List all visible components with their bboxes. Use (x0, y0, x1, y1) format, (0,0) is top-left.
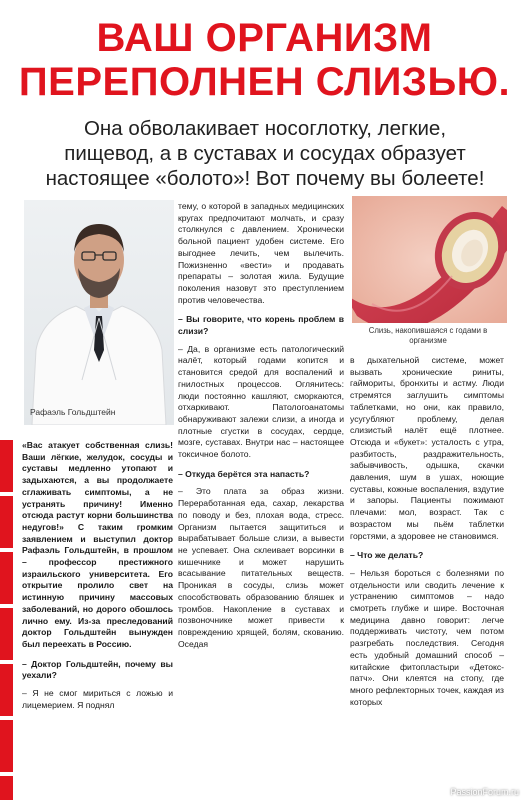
subheadline: Она обволакивает носоглотку, легкие, пищевод, а в суставах и сосудах образует настоящее «болото»! Вот почему вы болеете! (45, 117, 485, 190)
question-root-of-problems: – Вы говорите, что корень проблем в слизи? (178, 314, 344, 337)
article-column-1 (22, 440, 173, 711)
headline-line-2: ПЕРЕПОЛНЕН СЛИЗЬЮ. (18, 60, 511, 104)
photo-caption: Рафаэль Гольдштейн (30, 407, 116, 417)
column2-paragraph-3: – Это плата за образ жизни. Переработанная еда, сахар, лекарства по поводу и без, плохая вода, стресс. Организм пытается защититься и вырабатывает больше слизи, а вывести не успевает. Она склеивает ворсинки в кишечнике и может нарушить всасывание питательных веществ. Проникая в сосуды, слизь может способствовать образованию бляшек и тромбов. Накопление в суставах и позвоночнике может привести к повреждению хрящей, болям, скованию. Оседая (178, 486, 344, 649)
quote-accent-bar (0, 440, 13, 800)
column2-paragraph-2: – Да, в организме есть патологический налёт, который годами копится и становится средой для воспалений и гнилостных процессов. Оглянитесь: люди постоянно кашляют, сморкаются, отхаркивают. Патологоанатомы обнаруживают залежи слизи, а иногда и плотные сгустки в сосудах, сердце, мозге, суставах. Внутри нас – настоящее токсичное болото. (178, 343, 344, 460)
column3-paragraph-1: в дыхательной системе, может вызвать хронические риниты, гаймориты, бронхиты и астму. Люди стремятся заглушить симптомы таблетками, но они, как правило, усугубляют проблему, делая слизистый налёт ещё плотнее. Отсюда и «букет»: усталость с утра, разбитость, раздражительность, забывчивость, одышка, скачки давления, шум в ушах, ноющие суставы, кожные воспаления, вздутие и запоры. Пациенты пожимают плечами: мол, возраст. Так с возрастом мы пьём таблетки горстями, а здоровее не становимся. (350, 355, 504, 541)
column2-paragraph-1: тему, о которой в западных медицинских кругах предпочитают молчать, и сразу столкнулся с давлением. Хронически больной пациент удобен системе. Его выгоднее лечить, чем вылечить. Пожизненно «вести» и продавать препараты – золотая жила. Будущие поколения назовут это преступлением против человечества. (178, 201, 344, 305)
article-column-2 (178, 201, 344, 650)
doctor-photo (24, 200, 174, 425)
intro-paragraph: «Вас атакует собственная слизь! Ваши лёгкие, желудок, сосуды и суставы медленно утопают и задыхаются, а вы продолжаете сглаживать симптомы, а не устранять причину! Именно отсюда растут корни большинства недугов!» С таким громким заявлением и выступил доктор Рафаэль Гольдштейн, в прошлом – профессор престижного израильского университета. Его открытие пролило свет на истинную причину массовых заболеваний, но дорого обошлось лично ему. Из-за преследований доктор Гольдштейн вынужден был переехать в Россию. (22, 440, 173, 649)
question-where-from: – Откуда берётся эта напасть? (178, 468, 310, 479)
doctor-portrait-illustration (24, 200, 174, 425)
vessel-cross-section-illustration (352, 196, 507, 323)
watermark: PassionForum.ru (450, 787, 519, 797)
article-column-3 (350, 355, 504, 708)
question-what-to-do: – Что же делать? (350, 550, 424, 561)
figure-caption: Слизь, накопившаяся с годами в организме (368, 326, 488, 345)
answer-paragraph: – Я не смог мириться с ложью и лицемерием. Я поднял (22, 688, 173, 710)
headline-line-1: ВАШ ОРГАНИЗМ (96, 16, 433, 60)
column3-paragraph-2: – Нельзя бороться с болезнями по отдельности или сводить лечение к устранению симптомов – надо смотреть глубже и шире. Восточная медицина давно говорит: легче поддерживать чистоту, чем потом разгребать последствия. Сегодня есть удобный домашний способ – китайские фитопластыри «Детокс-патч». Они клеятся на стопу, где много рефлекторных точек, каждая из которых (350, 567, 504, 707)
mucus-vessel-figure (352, 196, 507, 323)
question-why-left: – Доктор Гольдштейн, почему вы уехали? (22, 658, 173, 681)
